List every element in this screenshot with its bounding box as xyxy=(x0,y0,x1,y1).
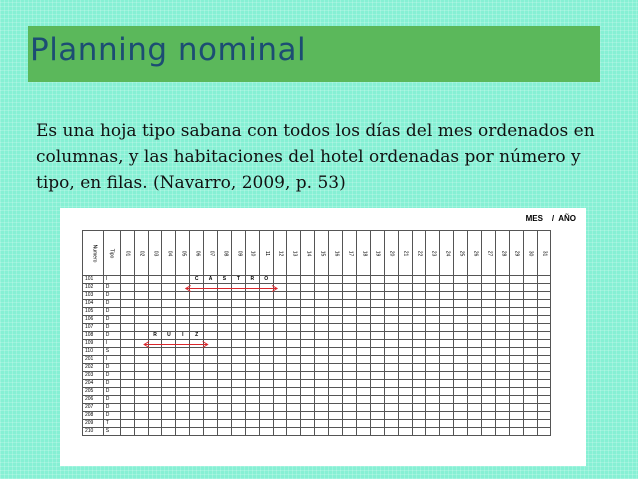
room-type: D xyxy=(103,332,120,340)
header-day-30: 30 xyxy=(523,231,537,276)
room-number: 202 xyxy=(83,364,104,372)
header-day-28: 28 xyxy=(495,231,509,276)
guest-letter[interactable]: O xyxy=(259,276,273,284)
header-numero: Numero xyxy=(83,231,104,276)
room-type: D xyxy=(103,412,120,420)
header-day-15: 15 xyxy=(315,231,329,276)
guest-letter[interactable]: R xyxy=(148,332,162,340)
guest-letter[interactable]: I xyxy=(176,332,190,340)
header-day-29: 29 xyxy=(509,231,523,276)
room-number: 208 xyxy=(83,412,104,420)
header-day-04: 04 xyxy=(162,231,176,276)
room-number: 209 xyxy=(83,420,104,428)
room-type: I xyxy=(103,340,120,348)
guest-letter[interactable]: T xyxy=(231,276,245,284)
header-day-09: 09 xyxy=(231,231,245,276)
room-number: 103 xyxy=(83,292,104,300)
room-number: 101 xyxy=(83,276,104,284)
header-day-12: 12 xyxy=(273,231,287,276)
header-day-11: 11 xyxy=(259,231,273,276)
room-number: 106 xyxy=(83,316,104,324)
guest-letter[interactable]: R xyxy=(245,276,259,284)
room-type: D xyxy=(103,372,120,380)
header-tipo: Tipo xyxy=(103,231,120,276)
room-number: 102 xyxy=(83,284,104,292)
header-day-24: 24 xyxy=(440,231,454,276)
slide-description: Es una hoja tipo sabana con todos los días del mes ordenados en columnas, y las habitaciones del hotel ordenadas por número y tipo, en filas. (Navarro, 2009, p. 53) xyxy=(36,121,595,193)
header-day-01: 01 xyxy=(120,231,134,276)
room-number: 204 xyxy=(83,380,104,388)
room-number: 107 xyxy=(83,324,104,332)
room-type: D xyxy=(103,364,120,372)
room-type: S xyxy=(103,428,120,436)
room-number: 201 xyxy=(83,356,104,364)
header-day-06: 06 xyxy=(190,231,204,276)
header-day-08: 08 xyxy=(218,231,232,276)
room-number: 109 xyxy=(83,340,104,348)
room-type: S xyxy=(103,348,120,356)
header-day-31: 31 xyxy=(537,231,551,276)
guest-letter[interactable]: Z xyxy=(190,332,204,340)
room-number: 108 xyxy=(83,332,104,340)
guest-letter[interactable]: C xyxy=(190,276,204,284)
header-day-25: 25 xyxy=(454,231,468,276)
header-day-23: 23 xyxy=(426,231,440,276)
planning-sheet xyxy=(60,208,586,466)
header-day-22: 22 xyxy=(412,231,426,276)
header-day-16: 16 xyxy=(329,231,343,276)
header-day-10: 10 xyxy=(245,231,259,276)
room-number: 110 xyxy=(83,348,104,356)
room-type: D xyxy=(103,396,120,404)
reservation-arrow xyxy=(144,342,208,348)
header-day-14: 14 xyxy=(301,231,315,276)
room-type: D xyxy=(103,388,120,396)
room-type: I xyxy=(103,276,120,284)
header-day-26: 26 xyxy=(468,231,482,276)
room-type: D xyxy=(103,324,120,332)
room-number: 207 xyxy=(83,404,104,412)
room-number: 104 xyxy=(83,300,104,308)
room-number: 206 xyxy=(83,396,104,404)
header-day-20: 20 xyxy=(384,231,398,276)
room-number: 105 xyxy=(83,308,104,316)
room-number: 203 xyxy=(83,372,104,380)
header-day-19: 19 xyxy=(370,231,384,276)
room-type: D xyxy=(103,308,120,316)
room-type: D xyxy=(103,380,120,388)
guest-letter[interactable]: A xyxy=(204,276,218,284)
room-type: D xyxy=(103,404,120,412)
room-type: I xyxy=(103,356,120,364)
header-day-13: 13 xyxy=(287,231,301,276)
header-day-18: 18 xyxy=(356,231,370,276)
guest-letter[interactable]: U xyxy=(162,332,176,340)
room-number: 205 xyxy=(83,388,104,396)
room-type: D xyxy=(103,292,120,300)
header-day-02: 02 xyxy=(134,231,148,276)
month-year-label: MES / AÑO xyxy=(525,214,576,223)
room-type: D xyxy=(103,284,120,292)
slide-title: Planning nominal xyxy=(30,32,307,68)
reservation-arrows xyxy=(60,208,586,466)
room-number: 210 xyxy=(83,428,104,436)
reservation-arrow xyxy=(186,286,277,292)
header-day-21: 21 xyxy=(398,231,412,276)
room-type: T xyxy=(103,420,120,428)
header-day-27: 27 xyxy=(481,231,495,276)
room-type: D xyxy=(103,316,120,324)
header-day-05: 05 xyxy=(176,231,190,276)
header-day-03: 03 xyxy=(148,231,162,276)
room-type: D xyxy=(103,300,120,308)
header-day-17: 17 xyxy=(343,231,357,276)
guest-letter[interactable]: S xyxy=(218,276,232,284)
header-day-07: 07 xyxy=(204,231,218,276)
